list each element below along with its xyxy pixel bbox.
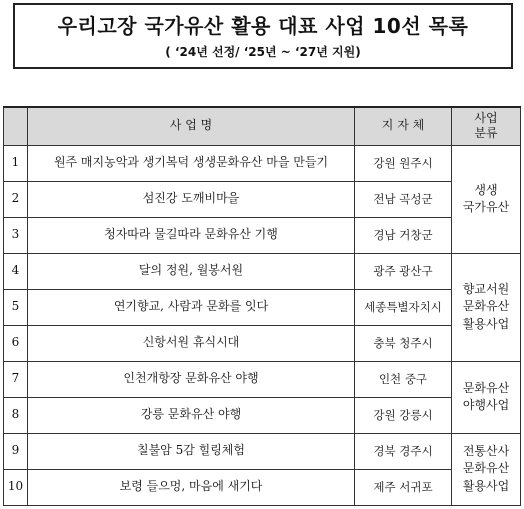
project-name: 신항서원 휴식시대	[28, 325, 355, 361]
category-line: 문화유산	[462, 380, 510, 395]
category-line: 문화유산	[462, 299, 510, 314]
project-name: 원주 매지농악과 생기복덕 생생문화유산 마을 만들기	[28, 145, 355, 181]
municipality: 경북 경주시	[355, 433, 452, 469]
table-row	[4, 217, 521, 253]
table-header-row	[4, 107, 521, 145]
category-line: 향교서원	[462, 281, 510, 296]
table-row	[4, 361, 521, 397]
title-box	[13, 3, 513, 69]
project-table	[3, 106, 521, 506]
category-cell	[452, 253, 521, 361]
row-number: 9	[4, 433, 28, 469]
row-number: 3	[4, 217, 28, 253]
municipality: 세종특별자치시	[355, 289, 452, 325]
municipality: 제주 서귀포	[355, 469, 452, 505]
row-number: 8	[4, 397, 28, 433]
project-name: 보령 들으멍, 마음에 새기다	[28, 469, 355, 505]
municipality: 광주 광산구	[355, 253, 452, 289]
project-name: 연기향교, 사람과 문화를 잇다	[28, 289, 355, 325]
row-number: 6	[4, 325, 28, 361]
row-number: 4	[4, 253, 28, 289]
page-title: 우리고장 국가유산 활용 대표 사업 10선 목록	[57, 14, 469, 38]
row-number: 5	[4, 289, 28, 325]
column-header-category	[452, 107, 521, 145]
project-name: 섬진강 도깨비마을	[28, 181, 355, 217]
row-number: 2	[4, 181, 28, 217]
column-header-project-name: 사 업 명	[28, 107, 355, 145]
category-line: 야행사업	[462, 398, 510, 412]
category-line: 국가유산	[462, 200, 510, 214]
row-number: 7	[4, 361, 28, 397]
column-header-number	[4, 107, 28, 145]
project-name: 인천개항장 문화유산 야행	[28, 361, 355, 397]
municipality: 경남 거창군	[355, 217, 452, 253]
municipality: 인천 중구	[355, 361, 452, 397]
column-header-category-label: 사업 분류	[474, 110, 498, 141]
table-row	[4, 397, 521, 433]
project-name: 강릉 문화유산 야행	[28, 397, 355, 433]
table-row	[4, 325, 521, 361]
table-row	[4, 253, 521, 289]
municipality: 충북 청주시	[355, 325, 452, 361]
page-subtitle: ( ‘24년 선정/ ‘25년 ~ ‘27년 지원)	[165, 45, 361, 59]
table-row	[4, 469, 521, 505]
category-line: 생생	[474, 182, 498, 197]
category-cell	[452, 145, 521, 253]
column-header-municipality: 지 자 체	[355, 107, 452, 145]
table-row	[4, 181, 521, 217]
table-row	[4, 433, 521, 469]
row-number: 1	[4, 145, 28, 181]
category-line: 문화유산	[462, 461, 510, 476]
table-row	[4, 145, 521, 181]
municipality: 강원 원주시	[355, 145, 452, 181]
row-number: 10	[4, 469, 28, 505]
category-line: 전통산사	[462, 443, 510, 458]
category-line: 활용사업	[462, 316, 510, 331]
category-line: 활용사업	[462, 478, 510, 493]
project-name: 청자따라 물길따라 문화유산 기행	[28, 217, 355, 253]
project-name: 달의 정원, 월봉서원	[28, 253, 355, 289]
municipality: 전남 곡성군	[355, 181, 452, 217]
municipality: 강원 강릉시	[355, 397, 452, 433]
table-row	[4, 289, 521, 325]
category-cell	[452, 361, 521, 433]
project-name: 칠불암 5감 힐링체험	[28, 433, 355, 469]
category-cell	[452, 433, 521, 505]
